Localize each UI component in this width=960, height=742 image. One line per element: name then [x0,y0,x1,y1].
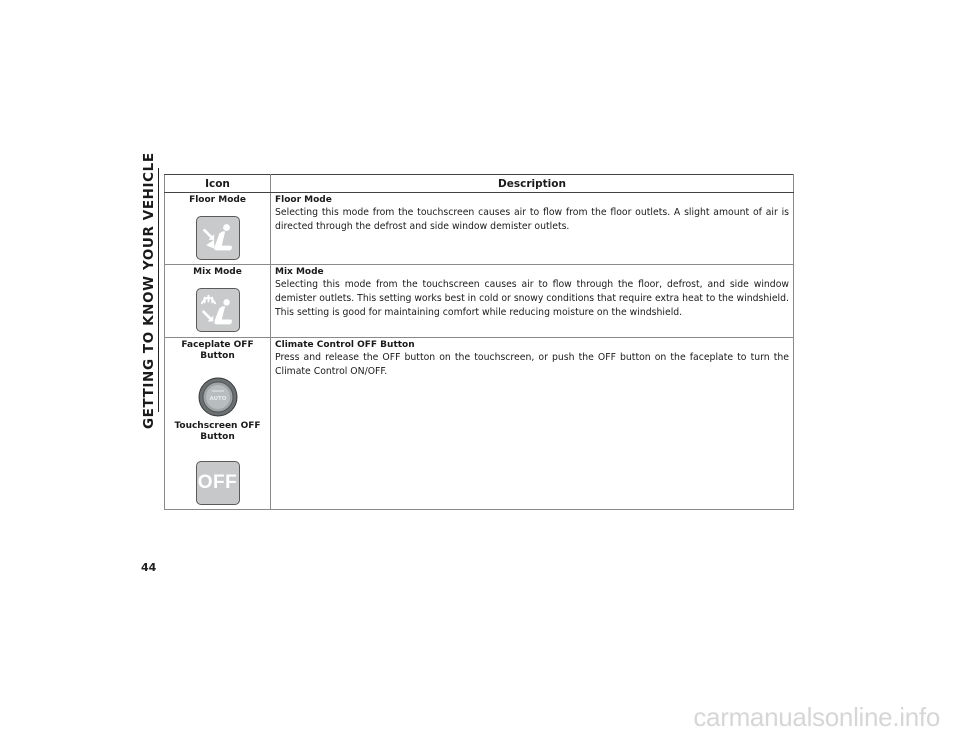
floor-mode-icon [196,216,240,260]
climate-modes-table [164,174,794,510]
row-title: Floor Mode [275,195,332,205]
section-title: GETTING TO KNOW YOUR VEHICLE [141,152,157,430]
table-row [165,338,794,510]
description-cell [271,265,794,338]
icon-cell [165,193,271,265]
icon-label: Touchscreen OFF Button [174,421,261,442]
knob-label: AUTO [209,396,226,402]
faceplate-off-knob-icon [198,377,238,417]
icon-cell [165,338,271,510]
row-text: Selecting this mode from the touchscreen causes air to flow through the floor, defrost, and side window demister outlets. This setting works best in cold or snowy conditions that require extra heat to the windshield. This setting is good for maintaining comfort while reducing moisture on the windshield. [275,279,789,318]
icon-label: Faceplate OFF Button [181,340,254,361]
icon-label: Mix Mode [193,267,242,277]
section-divider [158,168,159,412]
page-number: 44 [141,561,157,574]
table-row [165,193,794,265]
row-text: Selecting this mode from the touchscreen causes air to flow from the floor outlets. A slight amount of air is directed through the defrost and side window demister outlets. [275,207,789,232]
icon-cell [165,265,271,338]
watermark: carmanualsonline.info [693,702,940,732]
header-description: Description [271,175,794,193]
row-title: Climate Control OFF Button [275,340,415,350]
header-icon: Icon [165,175,271,193]
description-cell [271,338,794,510]
table-row [165,265,794,338]
row-title: Mix Mode [275,267,324,277]
mix-mode-icon [196,288,240,332]
touchscreen-off-button-icon: OFF [196,461,240,505]
row-text: Press and release the OFF button on the touchscreen, or push the OFF button on the faceplate to turn the Climate Control ON/OFF. [275,352,789,377]
icon-label: Floor Mode [189,195,246,205]
table-header-row [165,175,794,193]
description-cell [271,193,794,265]
